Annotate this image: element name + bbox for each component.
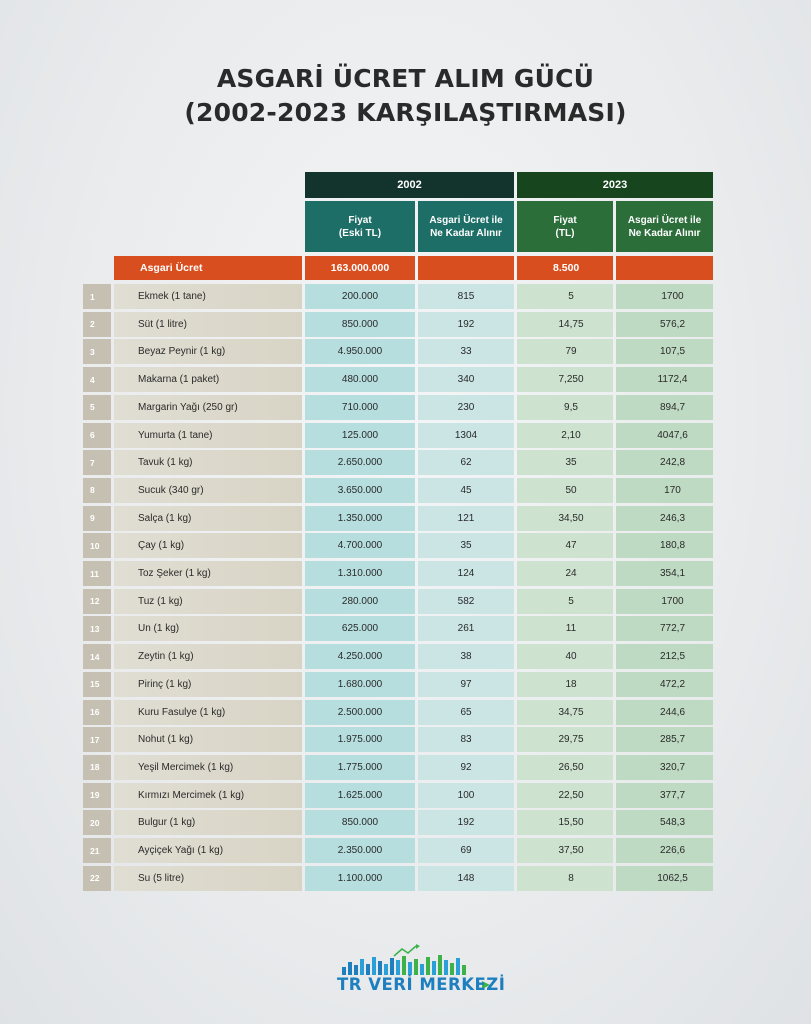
item-name: Pirinç (1 kg) bbox=[114, 672, 302, 697]
price-2023: 29,75 bbox=[517, 727, 613, 752]
table-row bbox=[0, 339, 811, 364]
price-2002: 1.680.000 bbox=[305, 672, 415, 697]
item-name: Yumurta (1 tane) bbox=[114, 423, 302, 448]
price-2002: 850.000 bbox=[305, 312, 415, 337]
amount-2002: 83 bbox=[418, 727, 514, 752]
row-number: 10 bbox=[83, 533, 111, 558]
price-2002: 480.000 bbox=[305, 367, 415, 392]
item-name: Kuru Fasulye (1 kg) bbox=[114, 700, 302, 725]
row-number: 17 bbox=[83, 727, 111, 752]
amount-2023: 226,6 bbox=[616, 838, 713, 863]
year-header-2002: 2002 bbox=[305, 172, 514, 198]
item-name: Sucuk (340 gr) bbox=[114, 478, 302, 503]
amount-2023: 320,7 bbox=[616, 755, 713, 780]
item-name: Su (5 litre) bbox=[114, 866, 302, 891]
amount-2002: 148 bbox=[418, 866, 514, 891]
price-2023: 47 bbox=[517, 533, 613, 558]
price-2023: 5 bbox=[517, 589, 613, 614]
table-row bbox=[0, 395, 811, 420]
price-2023: 26,50 bbox=[517, 755, 613, 780]
table-row bbox=[0, 672, 811, 697]
amount-2023: 1700 bbox=[616, 589, 713, 614]
price-2023: 14,75 bbox=[517, 312, 613, 337]
price-2023: 40 bbox=[517, 644, 613, 669]
logo-text: TR VERİ MERKEZİ bbox=[337, 975, 506, 994]
price-2023: 18 bbox=[517, 672, 613, 697]
item-name: Salça (1 kg) bbox=[114, 506, 302, 531]
minimum-wage-2002: 163.000.000 bbox=[305, 256, 415, 280]
price-2023: 9,5 bbox=[517, 395, 613, 420]
table-row bbox=[0, 616, 811, 641]
row-number: 11 bbox=[83, 561, 111, 586]
price-2023: 5 bbox=[517, 284, 613, 309]
row-number: 21 bbox=[83, 838, 111, 863]
price-2023: 2,10 bbox=[517, 423, 613, 448]
amount-2002: 582 bbox=[418, 589, 514, 614]
amount-2002: 38 bbox=[418, 644, 514, 669]
amount-2002: 124 bbox=[418, 561, 514, 586]
price-2002: 850.000 bbox=[305, 810, 415, 835]
table-row bbox=[0, 810, 811, 835]
row-number: 14 bbox=[83, 644, 111, 669]
amount-2002: 815 bbox=[418, 284, 514, 309]
item-name: Beyaz Peynir (1 kg) bbox=[114, 339, 302, 364]
row-number: 6 bbox=[83, 423, 111, 448]
amount-2023: 894,7 bbox=[616, 395, 713, 420]
column-header-amount-2023: Asgari Ücret ile Ne Kadar Alınır bbox=[616, 201, 713, 252]
amount-2002: 45 bbox=[418, 478, 514, 503]
amount-2023: 1700 bbox=[616, 284, 713, 309]
price-2002: 200.000 bbox=[305, 284, 415, 309]
item-name: Bulgur (1 kg) bbox=[114, 810, 302, 835]
amount-2023: 576,2 bbox=[616, 312, 713, 337]
table-row bbox=[0, 533, 811, 558]
minimum-wage-empty-2002 bbox=[418, 256, 514, 280]
price-2002: 280.000 bbox=[305, 589, 415, 614]
price-2002: 710.000 bbox=[305, 395, 415, 420]
price-2002: 1.625.000 bbox=[305, 783, 415, 808]
minimum-wage-empty-2023 bbox=[616, 256, 713, 280]
row-number: 16 bbox=[83, 700, 111, 725]
row-number: 1 bbox=[83, 284, 111, 309]
row-number: 9 bbox=[83, 506, 111, 531]
item-name: Tavuk (1 kg) bbox=[114, 450, 302, 475]
table-row bbox=[0, 644, 811, 669]
table-row bbox=[0, 284, 811, 309]
table-row bbox=[0, 367, 811, 392]
price-2002: 2.350.000 bbox=[305, 838, 415, 863]
item-name: Kırmızı Mercimek (1 kg) bbox=[114, 783, 302, 808]
row-number: 20 bbox=[83, 810, 111, 835]
price-2023: 37,50 bbox=[517, 838, 613, 863]
amount-2002: 121 bbox=[418, 506, 514, 531]
amount-2023: 170 bbox=[616, 478, 713, 503]
row-number: 19 bbox=[83, 783, 111, 808]
amount-2002: 92 bbox=[418, 755, 514, 780]
item-name: Makarna (1 paket) bbox=[114, 367, 302, 392]
column-header-amount-2002: Asgari Ücret ile Ne Kadar Alınır bbox=[418, 201, 514, 252]
table-row bbox=[0, 866, 811, 891]
price-2002: 1.310.000 bbox=[305, 561, 415, 586]
item-name: Un (1 kg) bbox=[114, 616, 302, 641]
table-row bbox=[0, 783, 811, 808]
amount-2023: 472,2 bbox=[616, 672, 713, 697]
amount-2023: 354,1 bbox=[616, 561, 713, 586]
item-name: Tuz (1 kg) bbox=[114, 589, 302, 614]
page-title: ASGARİ ÜCRET ALIM GÜCÜ bbox=[216, 64, 595, 93]
table-row bbox=[0, 561, 811, 586]
amount-2002: 100 bbox=[418, 783, 514, 808]
price-2023: 22,50 bbox=[517, 783, 613, 808]
page-subtitle: (2002-2023 KARŞILAŞTIRMASI) bbox=[184, 98, 627, 127]
item-name: Ekmek (1 tane) bbox=[114, 284, 302, 309]
minimum-wage-2023: 8.500 bbox=[517, 256, 613, 280]
column-header-price-2023: Fiyat (TL) bbox=[517, 201, 613, 252]
table-row bbox=[0, 589, 811, 614]
amount-2023: 180,8 bbox=[616, 533, 713, 558]
amount-2002: 33 bbox=[418, 339, 514, 364]
price-2002: 625.000 bbox=[305, 616, 415, 641]
amount-2023: 246,3 bbox=[616, 506, 713, 531]
minimum-wage-label: Asgari Ücret bbox=[114, 256, 302, 280]
row-number: 7 bbox=[83, 450, 111, 475]
table-row bbox=[0, 423, 811, 448]
price-2023: 7,250 bbox=[517, 367, 613, 392]
price-2002: 4.950.000 bbox=[305, 339, 415, 364]
price-2002: 2.500.000 bbox=[305, 700, 415, 725]
price-2002: 1.100.000 bbox=[305, 866, 415, 891]
amount-2002: 192 bbox=[418, 312, 514, 337]
row-number: 3 bbox=[83, 339, 111, 364]
amount-2023: 4047,6 bbox=[616, 423, 713, 448]
price-2023: 34,75 bbox=[517, 700, 613, 725]
amount-2002: 230 bbox=[418, 395, 514, 420]
price-2002: 125.000 bbox=[305, 423, 415, 448]
price-2002: 1.350.000 bbox=[305, 506, 415, 531]
amount-2002: 340 bbox=[418, 367, 514, 392]
price-2023: 8 bbox=[517, 866, 613, 891]
row-number: 5 bbox=[83, 395, 111, 420]
amount-2023: 244,6 bbox=[616, 700, 713, 725]
amount-2002: 62 bbox=[418, 450, 514, 475]
amount-2002: 35 bbox=[418, 533, 514, 558]
price-2002: 1.775.000 bbox=[305, 755, 415, 780]
item-name: Süt (1 litre) bbox=[114, 312, 302, 337]
table-row bbox=[0, 450, 811, 475]
price-2023: 15,50 bbox=[517, 810, 613, 835]
amount-2023: 1062,5 bbox=[616, 866, 713, 891]
item-name: Ayçiçek Yağı (1 kg) bbox=[114, 838, 302, 863]
amount-2023: 107,5 bbox=[616, 339, 713, 364]
table-row bbox=[0, 838, 811, 863]
table-row bbox=[0, 700, 811, 725]
table-row bbox=[0, 755, 811, 780]
row-number: 22 bbox=[83, 866, 111, 891]
row-number: 15 bbox=[83, 672, 111, 697]
price-2002: 1.975.000 bbox=[305, 727, 415, 752]
amount-2023: 548,3 bbox=[616, 810, 713, 835]
item-name: Çay (1 kg) bbox=[114, 533, 302, 558]
row-number: 18 bbox=[83, 755, 111, 780]
amount-2023: 377,7 bbox=[616, 783, 713, 808]
row-number: 2 bbox=[83, 312, 111, 337]
row-number: 8 bbox=[83, 478, 111, 503]
table-row bbox=[0, 727, 811, 752]
amount-2002: 69 bbox=[418, 838, 514, 863]
item-name: Margarin Yağı (250 gr) bbox=[114, 395, 302, 420]
price-2002: 2.650.000 bbox=[305, 450, 415, 475]
amount-2023: 772,7 bbox=[616, 616, 713, 641]
item-name: Zeytin (1 kg) bbox=[114, 644, 302, 669]
item-name: Toz Şeker (1 kg) bbox=[114, 561, 302, 586]
amount-2002: 261 bbox=[418, 616, 514, 641]
item-name: Nohut (1 kg) bbox=[114, 727, 302, 752]
year-header-2023: 2023 bbox=[517, 172, 713, 198]
item-name: Yeşil Mercimek (1 kg) bbox=[114, 755, 302, 780]
table-row bbox=[0, 312, 811, 337]
amount-2002: 192 bbox=[418, 810, 514, 835]
price-2002: 4.250.000 bbox=[305, 644, 415, 669]
row-number: 4 bbox=[83, 367, 111, 392]
row-number: 13 bbox=[83, 616, 111, 641]
table-row bbox=[0, 506, 811, 531]
price-2023: 50 bbox=[517, 478, 613, 503]
price-2023: 34,50 bbox=[517, 506, 613, 531]
price-2023: 35 bbox=[517, 450, 613, 475]
amount-2023: 285,7 bbox=[616, 727, 713, 752]
tr-veri-merkezi-logo bbox=[334, 944, 494, 1004]
price-2023: 11 bbox=[517, 616, 613, 641]
amount-2002: 1304 bbox=[418, 423, 514, 448]
row-number: 12 bbox=[83, 589, 111, 614]
amount-2023: 1172,4 bbox=[616, 367, 713, 392]
table-row bbox=[0, 478, 811, 503]
amount-2002: 97 bbox=[418, 672, 514, 697]
amount-2023: 242,8 bbox=[616, 450, 713, 475]
price-2002: 4.700.000 bbox=[305, 533, 415, 558]
price-2002: 3.650.000 bbox=[305, 478, 415, 503]
column-header-price-2002: Fiyat (Eski TL) bbox=[305, 201, 415, 252]
amount-2002: 65 bbox=[418, 700, 514, 725]
price-2023: 79 bbox=[517, 339, 613, 364]
price-2023: 24 bbox=[517, 561, 613, 586]
amount-2023: 212,5 bbox=[616, 644, 713, 669]
